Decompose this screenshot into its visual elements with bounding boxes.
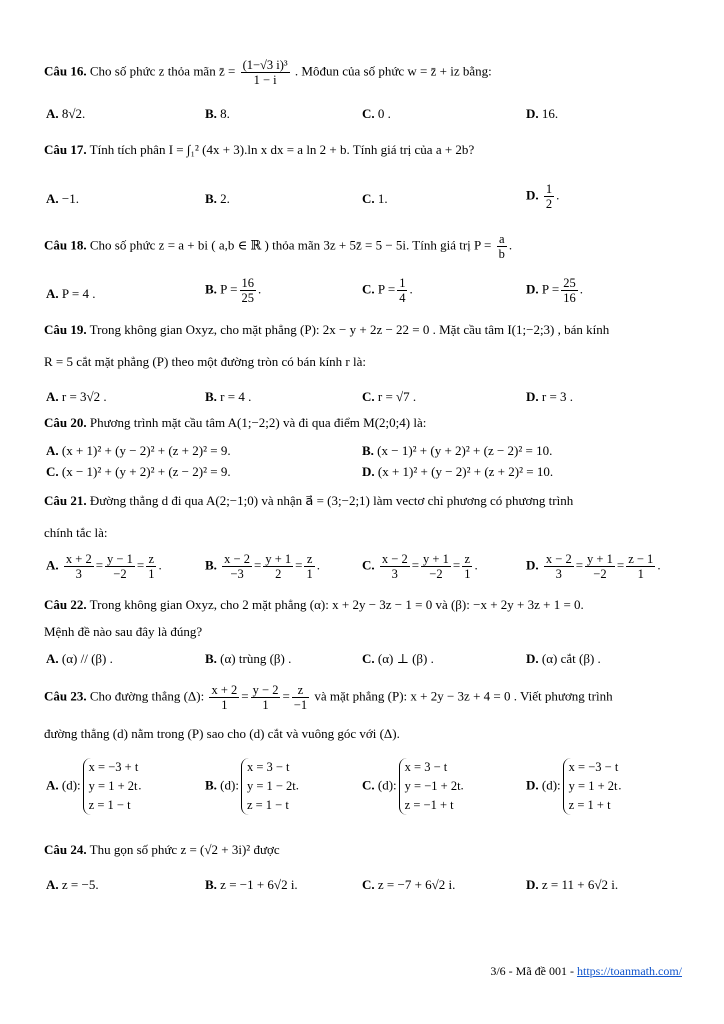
q23-answer-d[interactable]: D. (d): x = −3 − t y = 1 + 2t z = 1 + t . [526, 758, 622, 815]
q20-answer-b[interactable]: B. (x − 1)² + (y + 2)² + (z − 2)² = 10. [362, 443, 553, 458]
question-21-line2: chính tắc là: [44, 525, 108, 540]
q22-answer-c[interactable]: C. (α) ⊥ (β) . [362, 651, 434, 666]
question-19-line2: R = 5 cắt mặt phẳng (P) theo một đường tròn có bán kính r là: [44, 354, 366, 369]
q16-text: Cho số phức z thỏa mãn [89, 63, 216, 79]
q22-answer-a[interactable]: A. (α) // (β) . [46, 651, 113, 666]
q18-label: Câu 18. [44, 237, 87, 253]
question-19: Câu 19. Trong không gian Oxyz, cho mặt phẳng (P): 2x − y + 2z − 22 = 0 . Mặt cầu tâm I(1;−2;3) , bán kính [44, 322, 610, 337]
q21-answer-b[interactable]: B. $\frac{x - 2}{-3}$ = $\frac{y + 1}{2}$ = $\frac{z}{1}$ . [205, 552, 320, 581]
q17-answer-b[interactable]: B. 2. [205, 191, 230, 206]
question-20: Câu 20. Phương trình mặt cầu tâm A(1;−2;2) và đi qua điểm M(2;0;4) là: [44, 415, 427, 430]
question-23-line2: đường thẳng (d) nằm trong (P) sao cho (d) cắt và vuông góc với (Δ). [44, 726, 400, 741]
q23-answer-c[interactable]: C. (d): x = 3 − t y = −1 + 2t z = −1 + t . [362, 758, 464, 815]
q24-label: Câu 24. [44, 842, 87, 857]
q21-answer-a[interactable]: A. $\frac{x + 2}{3}$ = $\frac{y - 1}{-2}$ = $\frac{z}{1}$ . [46, 552, 162, 581]
q23-label: Câu 23. [44, 688, 87, 704]
question-16: Câu 16. Cho số phức z thỏa mãn z̄ = $\frac{\text{(1−√3 i)³}}{1 - i}$ . Môđun của số phức w = z̄ + iz bằng: [44, 58, 492, 87]
q24-answer-a[interactable]: A. z = −5. [46, 877, 99, 892]
q19-label: Câu 19. [44, 322, 87, 337]
question-24: Câu 24. Thu gọn số phức z = (√2 + 3i)² được [44, 842, 280, 857]
question-23: Câu 23. Cho đường thẳng (Δ): $\frac{x + 2}{1}$ = $\frac{y - 2}{1}$ = $\frac{z}{-1}$ và mặt phẳng (P): x + 2y − 3z + 4 = 0 . Viết phương trình [44, 683, 613, 712]
q17-label: Câu 17. [44, 142, 87, 157]
q20-answer-d[interactable]: D. (x + 1)² + (y − 2)² + (z + 2)² = 10. [362, 464, 554, 479]
q16-answer-a[interactable]: A. 8√2. [46, 106, 86, 121]
q19-answer-d[interactable]: D. r = 3 . [526, 389, 574, 404]
q19-answer-a[interactable]: A. r = 3√2 . [46, 389, 107, 404]
q21-label: Câu 21. [44, 493, 87, 508]
q24-answer-c[interactable]: C. z = −7 + 6√2 i. [362, 877, 456, 892]
question-17: Câu 17. Tính tích phân I = ∫₁² (4x + 3).ln x dx = a ln 2 + b. Tính giá trị của a + 2b? [44, 142, 475, 157]
q22-label: Câu 22. [44, 597, 87, 612]
q22-answer-b[interactable]: B. (α) trùng (β) . [205, 651, 292, 666]
q20-answer-a[interactable]: A. (x + 1)² + (y − 2)² + (z + 2)² = 9. [46, 443, 231, 458]
q16-answer-c[interactable]: C. 0 . [362, 106, 391, 121]
q22-answer-d[interactable]: D. (α) cắt (β) . [526, 651, 601, 666]
question-21: Câu 21. Đường thẳng d đi qua A(2;−1;0) và nhận a⃗ = (3;−2;1) làm vectơ chỉ phương có phương trình [44, 493, 574, 508]
page-footer [490, 964, 682, 979]
q20-answer-c[interactable]: C. (x − 1)² + (y + 2)² + (z − 2)² = 9. [46, 464, 231, 479]
q24-answer-d[interactable]: D. z = 11 + 6√2 i. [526, 877, 619, 892]
q18-answer-c[interactable]: C. P = $\frac{1}{4}$ . [362, 276, 413, 305]
question-22-line2: Mệnh đề nào sau đây là đúng? [44, 624, 203, 639]
q18-answer-a[interactable]: A. P = 4 . [46, 286, 96, 301]
question-22: Câu 22. Trong không gian Oxyz, cho 2 mặt phẳng (α): x + 2y − 3z − 1 = 0 và (β): −x + 2y + 3z + 1 = 0. [44, 597, 584, 612]
q23-answer-b[interactable]: B. (d): x = 3 − t y = 1 − 2t z = 1 − t . [205, 758, 299, 815]
q16-eq: z̄ = [218, 63, 236, 79]
q16-answer-d[interactable]: D. 16. [526, 106, 559, 121]
q23-answer-a[interactable]: A. (d): x = −3 + t y = 1 + 2t z = 1 − t . [46, 758, 142, 815]
q21-answer-c[interactable]: C. $\frac{x - 2}{3}$ = $\frac{y + 1}{-2}$ = $\frac{z}{1}$ . [362, 552, 478, 581]
question-18: Câu 18. Cho số phức z = a + bi ( a,b ∈ ℝ ) thỏa mãn 3z + 5z̄ = 5 − 5i. Tính giá trị P = $\frac{a}{b}$ . [44, 232, 513, 261]
q16-label: Câu 16. [44, 63, 87, 79]
q21-answer-d[interactable]: D. $\frac{x - 2}{3}$ = $\frac{y + 1}{-2}$ = $\frac{z - 1}{1}$ . [526, 552, 661, 581]
q24-answer-b[interactable]: B. z = −1 + 6√2 i. [205, 877, 298, 892]
q16-answer-b[interactable]: B. 8. [205, 106, 230, 121]
q18-answer-b[interactable]: B. P = $\frac{16}{25}$ . [205, 276, 262, 305]
page-number: 3/6 - Mã đề 001 - [490, 964, 574, 978]
q17-answer-d[interactable]: D. $\frac{1}{2}$ . [526, 182, 560, 211]
q18-fraction: $\frac{a}{b}$ [498, 232, 505, 261]
q19-answer-c[interactable]: C. r = √7 . [362, 389, 417, 404]
q20-label: Câu 20. [44, 415, 87, 430]
q17-answer-a[interactable]: A. −1. [46, 191, 79, 206]
q17-integral: I = ∫₁² (4x + 3).ln x dx = a ln 2 + b [168, 142, 347, 157]
source-link[interactable]: https://toanmath.com/ [577, 964, 682, 978]
q16-fraction: $\frac{\text{(1−√3 i)³}}{1 - i}$ [242, 58, 288, 87]
q19-answer-b[interactable]: B. r = 4 . [205, 389, 252, 404]
q18-answer-d[interactable]: D. P = $\frac{25}{16}$ . [526, 276, 583, 305]
q17-answer-c[interactable]: C. 1. [362, 191, 388, 206]
